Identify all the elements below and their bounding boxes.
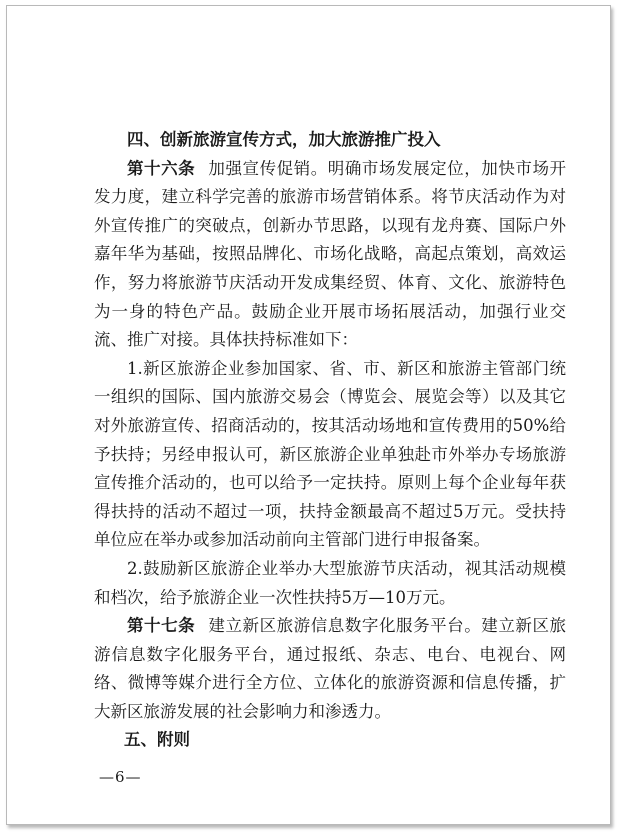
article-16 <box>94 155 566 355</box>
section-heading-5: 五、附则 <box>124 730 190 750</box>
document-page <box>6 5 611 825</box>
section-heading-4: 四、创新旅游宣传方式，加大旅游推广投入 <box>127 130 441 149</box>
article-16-item-1: 1.新区旅游企业参加国家、省、市、新区和旅游主管部门统一组织的国际、国内旅游交易会（博览会、展览会等）以及其它对外旅游宣传、招商活动的，按其活动场地和宣传费用的50%给予扶持；另经申报认可，新区旅游企业单独赴市外举办专场旅游宣传推介活动的，也可以给予一定扶持。原则上每个企业每年获得扶持的活动不超过一项，扶持金额最高不超过5万元。受扶持单位应在举办或参加活动前向主管部门进行申报备案。 <box>94 358 566 550</box>
page-number: —6— <box>99 768 142 786</box>
document-body <box>94 126 566 755</box>
article-17 <box>94 612 566 726</box>
article-17-title: 第十七条 <box>127 616 196 636</box>
article-16-item-2: 2.鼓励新区旅游企业举办大型旅游节庆活动，视其活动规模和档次，给予旅游企业一次性扶持5万—10万元。 <box>94 558 566 607</box>
article-16-text: 加强宣传促销。明确市场发展定位，加快市场开发力度，建立科学完善的旅游市场营销体系。将节庆活动作为对外宣传推广的突破点，创新办节思路，以现有龙舟赛、国际户外嘉年华为基础，按照品牌化、市场化战略，高起点策划，高效运作，努力将旅游节庆活动开发成集经贸、体育、文化、旅游特色为一身的特色产品。鼓励企业开展市场拓展活动，加强行业交流、推广对接。具体扶持标准如下： <box>94 158 566 350</box>
article-17-text: 建立新区旅游信息数字化服务平台。建立新区旅游信息数字化服务平台，通过报纸、杂志、电台、电视台、网络、微博等媒介进行全方位、立体化的旅游资源和信息传播，扩大新区旅游发展的社会影响力和渗透力。 <box>94 616 566 721</box>
article-16-title: 第十六条 <box>127 158 196 178</box>
